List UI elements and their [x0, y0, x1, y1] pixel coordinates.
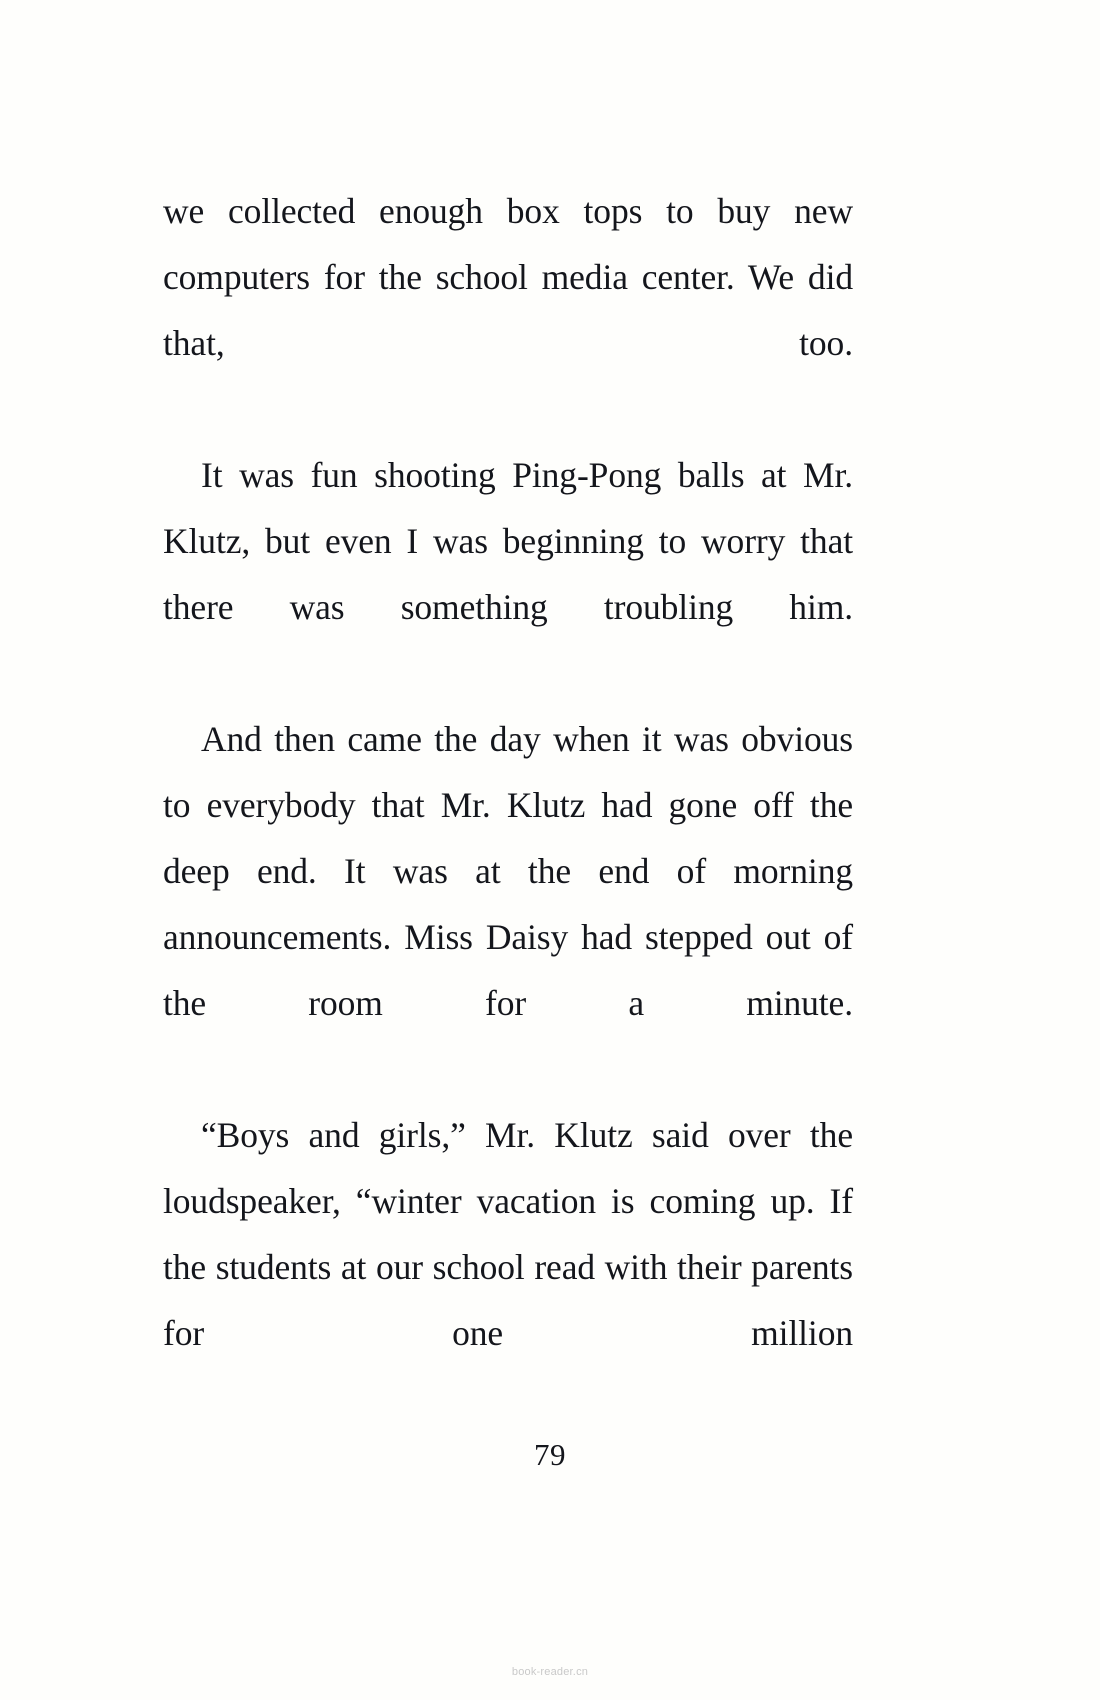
- page-number: 79: [534, 1437, 566, 1472]
- paragraph-2: It was fun shooting Ping-Pong balls at Mr. Klutz, but even I was beginning to worry that there was something troubling him.: [163, 455, 853, 627]
- paragraph-4: “Boys and girls,” Mr. Klutz said over the loudspeaker, “winter vacation is coming up. If the students at our school read with their parents for one million: [163, 1115, 853, 1353]
- paragraph-3: And then came the day when it was obvious to everybody that Mr. Klutz had gone off the deep end. It was at the end of morning announcements. Miss Daisy had stepped out of the room for a minute.: [163, 719, 853, 1023]
- paragraph-1: we collected enough box tops to buy new computers for the school media center. We did that, too.: [163, 191, 853, 363]
- watermark: book-reader.cn: [511, 1666, 589, 1678]
- body-text-block: [163, 178, 853, 1432]
